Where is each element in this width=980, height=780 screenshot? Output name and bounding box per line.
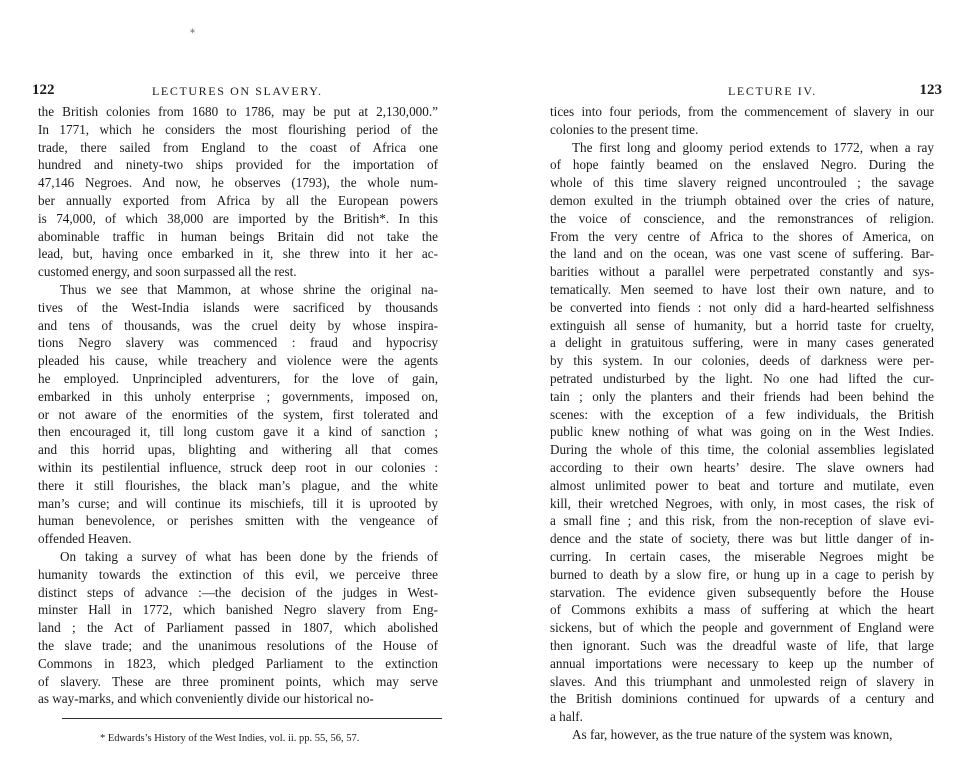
text-line: humanity towards the extinction of this evil, we perceive three xyxy=(38,566,438,582)
text-line: the slave trade; and the unanimous resolutions of the House of xyxy=(38,637,438,653)
text-line: On taking a survey of what has been done by the friends of xyxy=(60,548,438,564)
text-line: burned to death by a slow fire, or hung up in a cage to perish by xyxy=(550,566,934,582)
text-line: embarked in this unholy enterprise ; governments, imposed on, xyxy=(38,388,438,404)
text-line: tematically. Men seemed to have lost their own nature, and to xyxy=(550,281,934,297)
text-line: a delight in gratuitous suffering, were in many cases generated xyxy=(550,335,934,351)
text-line: tions Negro slavery was commenced : fraud and hypocrisy xyxy=(38,335,438,351)
text-line: public knew nothing of what was going on in the West Indies. xyxy=(550,424,934,440)
text-line: Thus we see that Mammon, at whose shrine the original na- xyxy=(60,281,438,297)
text-line: As far, however, as the true nature of the system was known, xyxy=(572,726,893,742)
text-line: be converted into fiends : not only did a hard-hearted selfishness xyxy=(550,299,934,315)
text-line: by this system. In our colonies, deeds of darkness were per- xyxy=(550,353,934,369)
text-line: and tens of thousands, was the cruel deity by whose inspira- xyxy=(38,317,438,333)
text-line: then encouraged it, till long custom gave it a kind of sanction ; xyxy=(38,424,438,440)
text-line: starvation. The evidence given subsequently before the House xyxy=(550,584,934,600)
left-page-text xyxy=(38,103,438,708)
text-line: or not aware of the enormities of the system, first tolerated and xyxy=(38,406,438,422)
running-head: LECTURE IV. xyxy=(728,84,817,98)
text-line: extinguish all sense of humanity, but a horrid taste for cruelty, xyxy=(550,317,934,333)
text-line: minster Hall in 1772, which banished Negro slavery from Eng- xyxy=(38,602,438,618)
text-line: there it still flourishes, the black man’s plague, and the white xyxy=(38,477,438,493)
page-number: 122 xyxy=(32,82,55,98)
text-line: trade, there sailed from England to the coast of Africa one xyxy=(38,139,438,155)
text-line: the British colonies from 1680 to 1786, may be put at 2,130,000.” xyxy=(38,104,438,119)
text-line: human benevolence, or perishes smitten with the vengeance of xyxy=(38,513,438,529)
text-line: tain ; only the planters and their friends had been behind the xyxy=(550,388,934,404)
text-line: of slavery. These are three prominent points, which may serve xyxy=(38,673,438,689)
text-line: customed energy, and soon surpassed all the rest. xyxy=(38,264,297,280)
right-page-header xyxy=(548,84,942,104)
text-line: petrated undisturbed by the light. No one had lifted the cur- xyxy=(550,370,934,386)
running-head: LECTURES ON SLAVERY. xyxy=(152,84,323,98)
text-line: according to their own hearts’ desire. The slave owners had xyxy=(550,459,934,475)
text-line: a small fine ; and this risk, from the non-reception of slave evi- xyxy=(550,513,934,529)
text-line: kill, their wretched Negroes, with only, in most cases, the risk of xyxy=(550,495,934,511)
text-line: a half. xyxy=(550,709,583,725)
text-line: is 74,000, of which 38,000 are imported by the British*. In this xyxy=(38,210,438,226)
page-number: 123 xyxy=(919,82,942,98)
text-line: curring. In certain cases, the miserable Negroes might be xyxy=(550,548,934,564)
text-line: Commons in 1823, which pledged Parliament to the extinction xyxy=(38,655,438,671)
text-line: within its pestilential influence, struck deep root in our colonies : xyxy=(38,459,438,475)
text-line: The first long and gloomy period extends to 1772, when a ray xyxy=(572,139,934,155)
text-line: barities without a parallel were perpetrated constantly and sys- xyxy=(550,264,934,280)
text-line: 47,146 Negroes. And now, he observes (1793), the whole num- xyxy=(38,175,438,191)
text-line: tices into four periods, from the commencement of slavery in our xyxy=(550,104,934,119)
text-line: whole of this time slavery reigned uncontrouled ; the savage xyxy=(550,175,934,191)
text-line: the land and on the ocean, was one vast scene of suffering. Bar- xyxy=(550,246,934,262)
text-line: During the whole of this time, the colonial assemblies legislated xyxy=(550,442,934,458)
text-line: land ; the Act of Parliament passed in 1807, which abolished xyxy=(38,620,438,636)
text-line: he employed. Unprincipled adventurers, for the love of gain, xyxy=(38,370,438,386)
text-line: annual importations were necessary to keep up the number of xyxy=(550,655,934,671)
text-line: scenes: with the exception of a few individuals, the British xyxy=(550,406,934,422)
right-page xyxy=(490,0,980,780)
text-line: abominable traffic in human beings Britain did not take the xyxy=(38,228,438,244)
text-line: ber annually exported from Africa by all the European powers xyxy=(38,192,438,208)
text-line: and this horrid upas, blighting and withering all that comes xyxy=(38,442,438,458)
text-line: dence and the state of society, there was but little danger of in- xyxy=(550,531,934,547)
text-line: as way-marks, and which conveniently divide our historical no- xyxy=(38,691,374,707)
text-line: demon exulted in the triumph obtained over the cries of nature, xyxy=(550,192,934,208)
text-line: lead, but, having once embarked in it, she threw into it her ac- xyxy=(38,246,438,262)
left-page-header xyxy=(32,84,444,104)
text-line: slaves. And this triumphant and unmolested reign of slavery in xyxy=(550,673,934,689)
footnote-rule xyxy=(62,718,442,719)
text-line: sickens, but of which the people and government of England were xyxy=(550,620,934,636)
text-line: man’s curse; and will continue its mischiefs, till it is uprooted by xyxy=(38,495,438,511)
text-line: tives of the West-India islands were sacrificed by thousands xyxy=(38,299,438,315)
text-line: then ignorant. Such was the dreadful waste of life, that large xyxy=(550,637,934,653)
text-line: From the very centre of Africa to the shores of America, on xyxy=(550,228,934,244)
text-line: offended Heaven. xyxy=(38,531,132,547)
text-line: of hope faintly beamed on the enslaved Negro. During the xyxy=(550,157,934,173)
text-line: In 1771, which he considers the most flourishing period of the xyxy=(38,121,438,137)
text-line: hundred and ninety-two ships provided for the importation of xyxy=(38,157,438,173)
text-line: distinct steps of advance :—the decision of the judges in West- xyxy=(38,584,438,600)
text-line: pleaded his cause, while treachery and violence were the agents xyxy=(38,353,438,369)
right-page-text xyxy=(550,103,934,744)
page-speck-mark: * xyxy=(190,28,195,39)
text-line: of Commons exhibits a mass of suffering at which the heart xyxy=(550,602,934,618)
text-line: the British dominions continued for upwards of a century and xyxy=(550,691,934,707)
text-line: almost unlimited power to beat and torture and mutilate, even xyxy=(550,477,934,493)
text-line: the voice of conscience, and the remonstrances of religion. xyxy=(550,210,934,226)
footnote: * Edwards’s History of the West Indies, vol. ii. pp. 55, 56, 57. xyxy=(100,733,360,744)
text-line: colonies to the present time. xyxy=(550,121,699,137)
